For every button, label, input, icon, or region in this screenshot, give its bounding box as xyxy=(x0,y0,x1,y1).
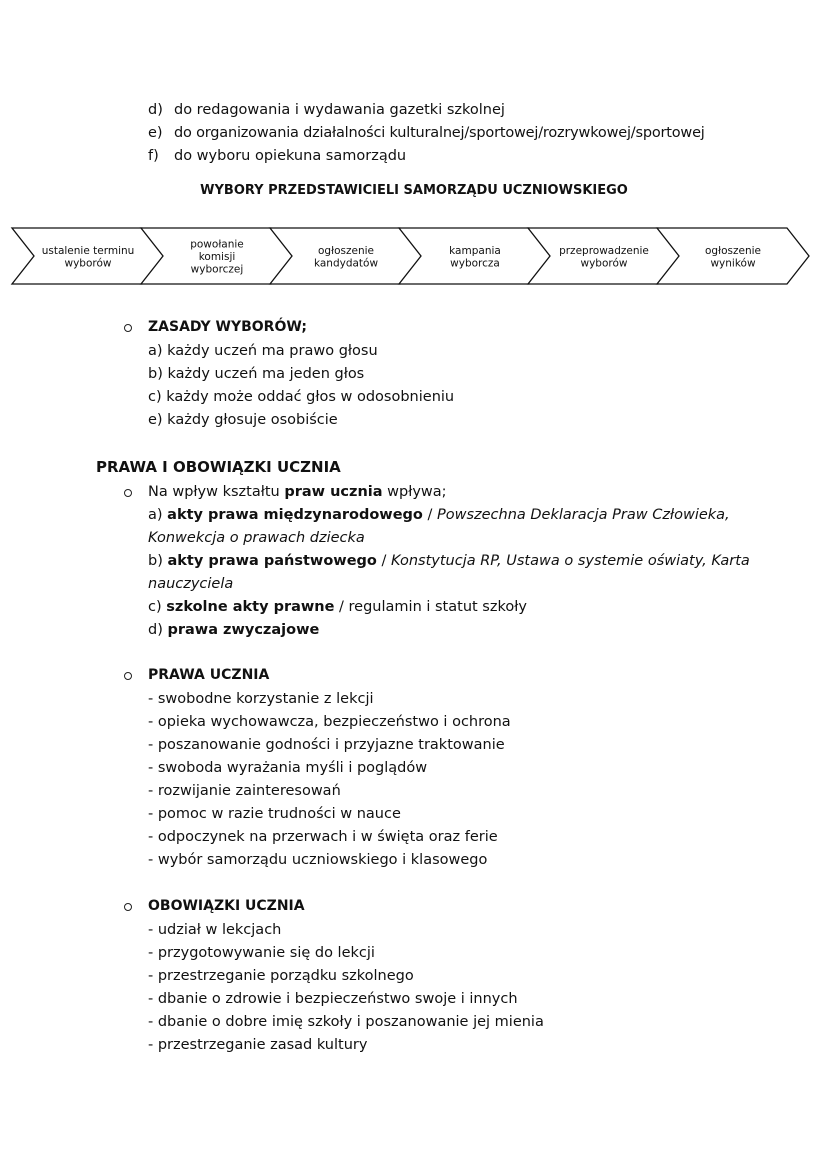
list-item: - dbanie o zdrowie i bezpieczeństwo swoje i innych xyxy=(148,991,518,1007)
chevron-step-label: komisji xyxy=(198,251,236,263)
chevron-step-label: kandydatów xyxy=(313,257,379,270)
chevron-step-label: wyborów xyxy=(580,257,628,270)
chevron-step-label: wyborczej xyxy=(190,263,244,276)
list-item: - przestrzeganie porządku szkolnego xyxy=(148,968,414,984)
list-item: - rozwijanie zainteresowań xyxy=(148,783,341,799)
list-item: - pomoc w razie trudności w nauce xyxy=(148,806,401,822)
chevron-step-label: kampania xyxy=(449,244,501,257)
list-item: e) każdy głosuje osobiście xyxy=(148,412,338,428)
bullet-icon xyxy=(124,489,132,497)
chevron-step-label: ogłoszenie xyxy=(318,244,374,257)
list-item-continuation: nauczyciela xyxy=(148,576,234,592)
bullet-icon xyxy=(124,324,132,332)
list-item: - przygotowywanie się do lekcji xyxy=(148,945,375,961)
list-item: c) szkolne akty prawne / regulamin i statut szkoły xyxy=(148,599,527,615)
list-item: - opieka wychowawcza, bezpieczeństwo i ochrona xyxy=(148,714,511,730)
paragraph-intro: Na wpływ kształtu praw ucznia wpływa; xyxy=(148,484,447,500)
list-item: - odpoczynek na przerwach i w święta oraz ferie xyxy=(148,829,498,845)
chevron-step-label: wyborów xyxy=(64,257,112,270)
section-heading-zasady: ZASADY WYBORÓW; xyxy=(148,319,307,335)
bullet-icon xyxy=(124,903,132,911)
chevron-step-label: ogłoszenie xyxy=(705,244,761,257)
list-item: d) do redagowania i wydawania gazetki szkolnej xyxy=(148,102,505,118)
chevron-step-label: ustalenie terminu xyxy=(41,244,135,257)
list-item: d) prawa zwyczajowe xyxy=(148,622,320,638)
list-item: c) każdy może oddać głos w odosobnieniu xyxy=(148,389,455,405)
chevron-step-label: wyników xyxy=(710,257,756,270)
list-item: - dbanie o dobre imię szkoły i poszanowanie jej mienia xyxy=(148,1014,544,1030)
bullet-icon xyxy=(124,672,132,680)
election-process-flow xyxy=(0,222,828,292)
list-item: - swobodne korzystanie z lekcji xyxy=(148,691,374,707)
chevron-step-label: powołanie xyxy=(190,238,244,251)
list-item: e) do organizowania działalności kulturalnej/sportowej/rozrywkowej/sportowej xyxy=(148,125,705,141)
list-item: - wybór samorządu uczniowskiego i klasowego xyxy=(148,852,488,868)
list-item: b) akty prawa państwowego / Konstytucja RP, Ustawa o systemie oświaty, Karta xyxy=(148,553,750,569)
list-item: f) do wyboru opiekuna samorządu xyxy=(148,148,407,164)
list-item: - poszanowanie godności i przyjazne traktowanie xyxy=(148,737,505,753)
list-item: a) każdy uczeń ma prawo głosu xyxy=(148,343,378,359)
list-item: a) akty prawa międzynarodowego / Powszechna Deklaracja Praw Człowieka, xyxy=(148,507,730,523)
list-item: - swoboda wyrażania myśli i poglądów xyxy=(148,760,428,776)
section-heading-obowiazki-ucznia: OBOWIĄZKI UCZNIA xyxy=(148,898,305,914)
elections-title: WYBORY PRZEDSTAWICIELI SAMORZĄDU UCZNIOWSKIEGO xyxy=(200,183,628,198)
list-item: - udział w lekcjach xyxy=(148,922,282,938)
list-item-continuation: Konwekcja o prawach dziecka xyxy=(148,530,365,546)
list-item: b) każdy uczeń ma jeden głos xyxy=(148,366,365,382)
chevron-step-label: wyborcza xyxy=(450,257,500,270)
section-heading-prawa-ucznia: PRAWA UCZNIA xyxy=(148,667,270,683)
list-item: - przestrzeganie zasad kultury xyxy=(148,1037,368,1053)
section-heading-prawa-obowiazki: PRAWA I OBOWIĄZKI UCZNIA xyxy=(96,458,341,476)
chevron-step-label: przeprowadzenie xyxy=(559,244,649,257)
